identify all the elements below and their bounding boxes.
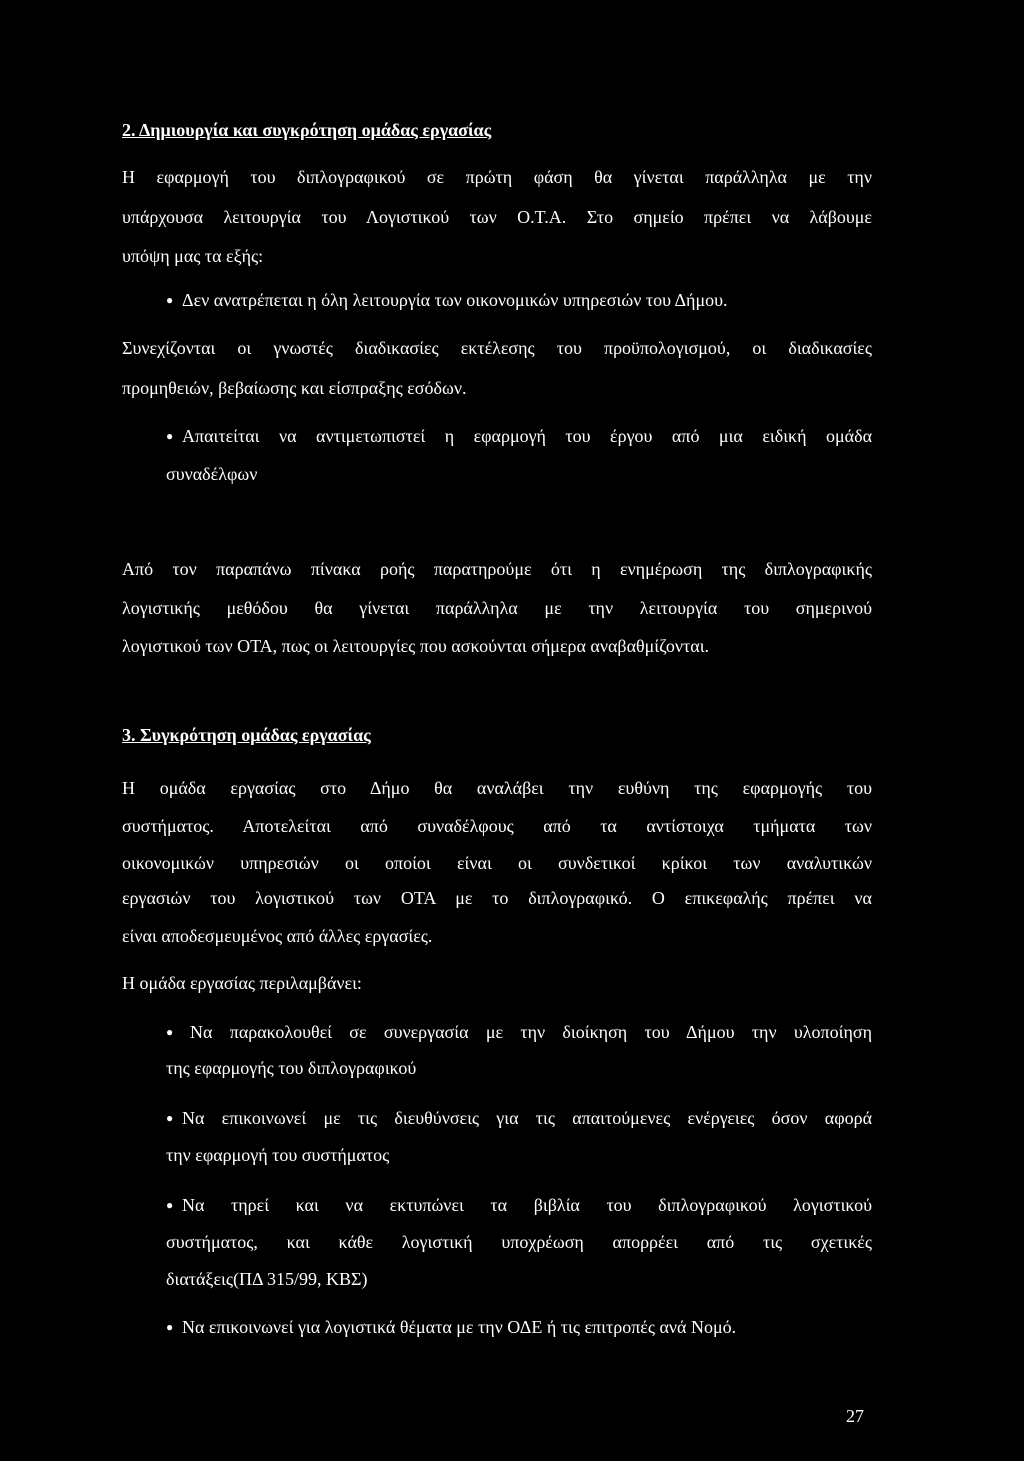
- section-3-bullet1-line2: της εφαρμογής του διπλογραφικού: [166, 1058, 417, 1078]
- section-2-bullet2-line1: Απαιτείται να αντιμετωπιστεί η εφαρμογή του έργου από μια ειδική ομάδα: [182, 426, 872, 446]
- bullet-icon: ●: [166, 1025, 174, 1039]
- section-3-bullet3-line1: Να τηρεί και να εκτυπώνει τα βιβλία του διπλογραφικού λογιστικού: [182, 1195, 872, 1215]
- section-3-bullet3-line3: διατάξεις(ΠΔ 315/99, ΚΒΣ): [166, 1269, 368, 1289]
- section-2-para3-line1: Από τον παραπάνω πίνακα ροής παρατηρούμε ότι η ενημέρωση της διπλογραφικής: [122, 559, 872, 579]
- section-3-para1-line5: είναι αποδεσμευμένος από άλλες εργασίες.: [122, 926, 433, 946]
- section-2-bullet2-line2: συναδέλφων: [166, 464, 258, 484]
- bullet-icon: ●: [166, 1111, 174, 1125]
- section-3-intro: Η ομάδα εργασίας περιλαμβάνει:: [122, 973, 362, 993]
- section-2-para3-line2: λογιστικής μεθόδου θα γίνεται παράλληλα με την λειτουργία του σημερινού: [122, 598, 872, 618]
- section-3-bullet3-line2: συστήματος, και κάθε λογιστική υποχρέωση απορρέει από τις σχετικές: [166, 1232, 872, 1252]
- section-3-bullet1-line1: Να παρακολουθεί σε συνεργασία με την διοίκηση του Δήμου την υλοποίηση: [190, 1022, 872, 1042]
- bullet-icon: ●: [166, 1320, 174, 1334]
- bullet-icon: ●: [166, 429, 174, 443]
- bullet-icon: ●: [166, 293, 174, 307]
- section-3-para1-line1: Η ομάδα εργασίας στο Δήμο θα αναλάβει την ευθύνη της εφαρμογής του: [122, 778, 872, 798]
- section-2-para1-line3: υπόψη μας τα εξής:: [122, 246, 264, 266]
- section-2-heading: 2. Δημιουργία και συγκρότηση ομάδας εργασίας: [122, 120, 492, 140]
- section-2-para2-line2: προμηθειών, βεβαίωσης και είσπραξης εσόδων.: [122, 378, 467, 398]
- page-number: 27: [846, 1406, 864, 1426]
- section-2-para1-line1: Η εφαρμογή του διπλογραφικού σε πρώτη φάση θα γίνεται παράλληλα με την: [122, 167, 872, 187]
- section-2-para2-line1: Συνεχίζονται οι γνωστές διαδικασίες εκτέλεσης του προϋπολογισμού, οι διαδικασίες: [122, 338, 872, 358]
- section-3-heading: 3. Συγκρότηση ομάδας εργασίας: [122, 725, 371, 745]
- section-2-para3-line3: λογιστικού των ΟΤΑ, πως οι λειτουργίες που ασκούνται σήμερα αναβαθμίζονται.: [122, 636, 710, 656]
- section-3-para1-line4: εργασιών του λογιστικού των ΟΤΑ με το διπλογραφικό. Ο επικεφαλής πρέπει να: [122, 888, 872, 908]
- section-2-bullet1: Δεν ανατρέπεται η όλη λειτουργία των οικονομικών υπηρεσιών του Δήμου.: [182, 290, 728, 310]
- section-3-bullet2-line2: την εφαρμογή του συστήματος: [166, 1145, 390, 1165]
- bullet-icon: ●: [166, 1198, 174, 1212]
- section-3-bullet2-line1: Να επικοινωνεί με τις διευθύνσεις για τις απαιτούμενες ενέργειες όσον αφορά: [182, 1108, 872, 1128]
- section-3-bullet4-line1: Να επικοινωνεί για λογιστικά θέματα με την ΟΔΕ ή τις επιτροπές ανά Νομό.: [182, 1317, 737, 1337]
- section-3-para1-line2: συστήματος. Αποτελείται από συναδέλφους από τα αντίστοιχα τμήματα των: [122, 816, 872, 836]
- section-3-para1-line3: οικονομικών υπηρεσιών οι οποίοι είναι οι συνδετικοί κρίκοι των αναλυτικών: [122, 853, 872, 873]
- section-2-para1-line2: υπάρχουσα λειτουργία του Λογιστικού των Ο.Τ.Α. Στο σημείο πρέπει να λάβουμε: [122, 207, 872, 227]
